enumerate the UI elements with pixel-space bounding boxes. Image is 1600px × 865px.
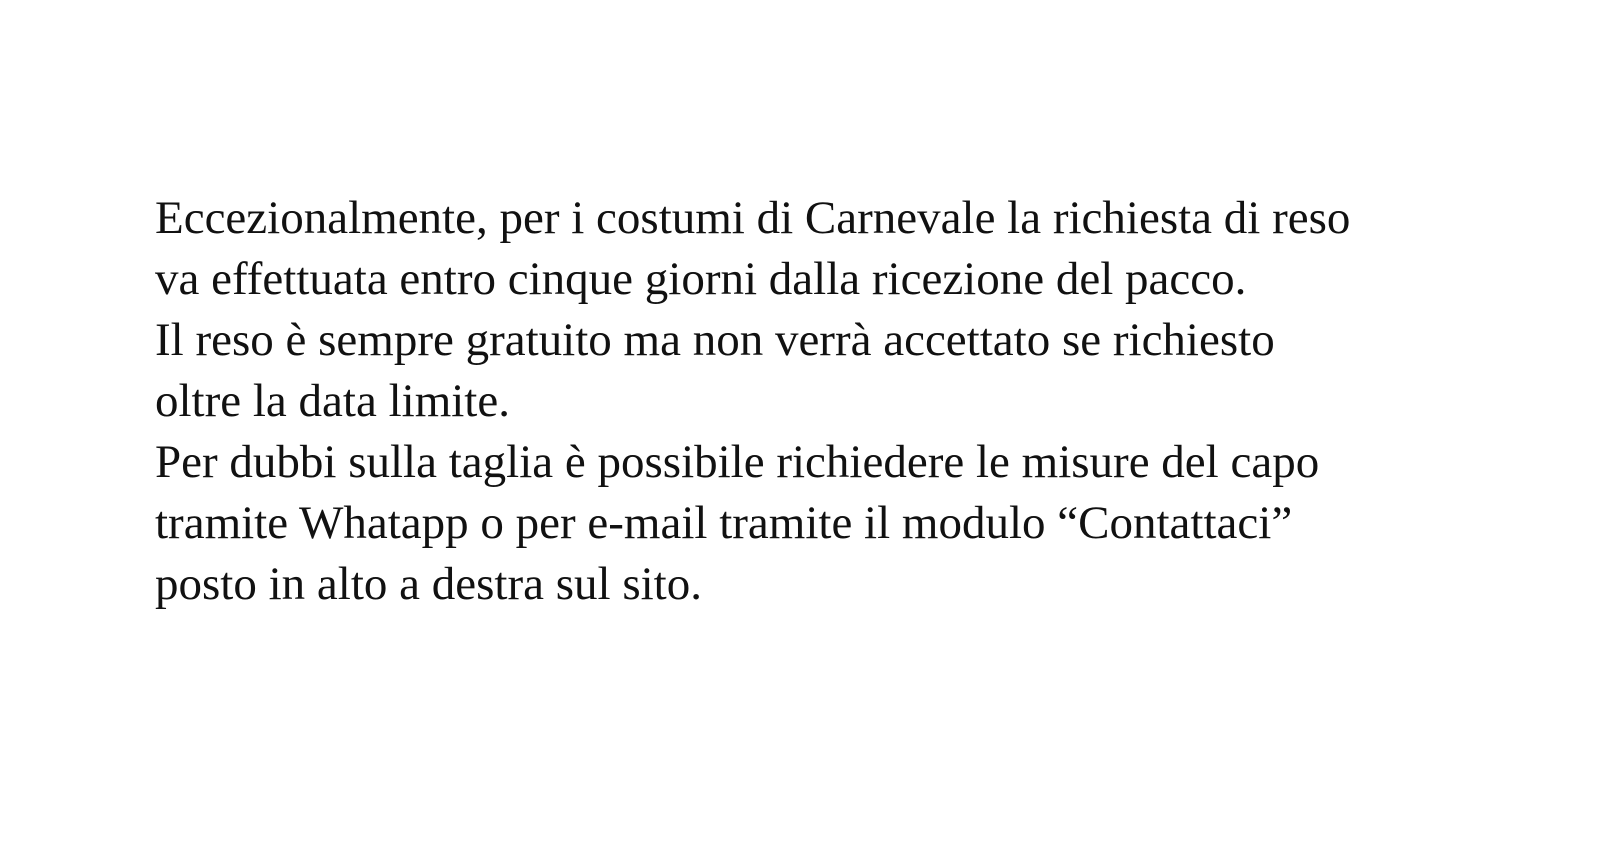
notice-line-5: Per dubbi sulla taglia è possibile richiedere le misure del capo xyxy=(155,436,1320,488)
notice-text-block xyxy=(155,188,1575,615)
notice-line-6: tramite Whatapp o per e-mail tramite il modulo “Contattaci” xyxy=(155,497,1293,549)
notice-line-1: Eccezionalmente, per i costumi di Carnevale la richiesta di reso xyxy=(155,192,1351,244)
notice-line-2: va effettuata entro cinque giorni dalla ricezione del pacco. xyxy=(155,253,1247,305)
notice-line-3: Il reso è sempre gratuito ma non verrà accettato se richiesto xyxy=(155,314,1275,366)
notice-line-4: oltre la data limite. xyxy=(155,375,510,427)
notice-line-7: posto in alto a destra sul sito. xyxy=(155,558,702,610)
